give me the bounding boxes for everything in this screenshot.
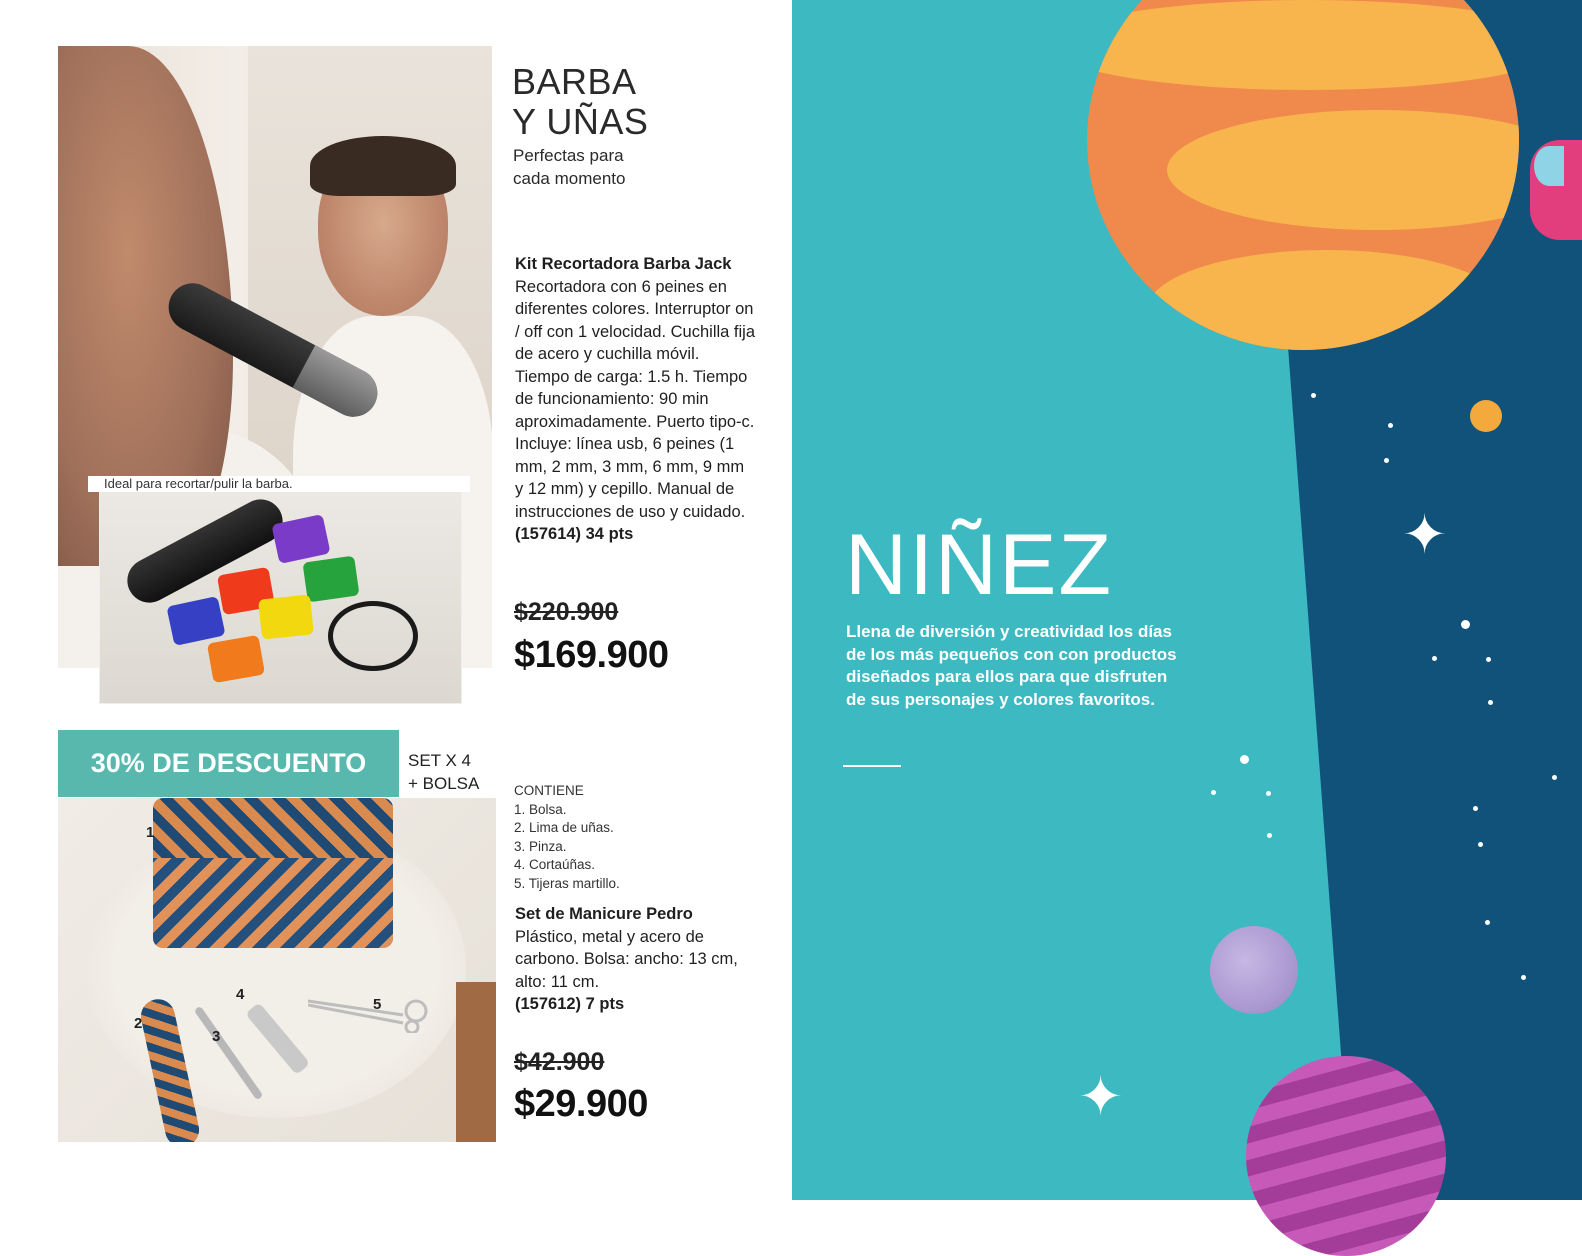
list-item: 5. Tijeras martillo. bbox=[514, 875, 620, 891]
product2-price: $29.900 bbox=[514, 1083, 648, 1125]
product-photo-manicure-set bbox=[58, 798, 496, 1142]
section-subtitle-line2: cada momento bbox=[513, 169, 626, 188]
list-item: 4. Cortaúñas. bbox=[514, 857, 596, 872]
image-number-1: 1 bbox=[146, 824, 155, 841]
product2-text: Plástico, metal y acero de carbono. Bolsa: ancho: 13 cm, alto: 11 cm. bbox=[515, 927, 738, 991]
discount-banner: 30% DE DESCUENTO bbox=[58, 730, 399, 797]
image-number-4: 4 bbox=[236, 986, 245, 1003]
star-dot-icon bbox=[1486, 657, 1491, 662]
sparkle-star-icon: ✦ bbox=[1402, 503, 1448, 566]
star-dot-icon bbox=[1267, 833, 1272, 838]
star-dot-icon bbox=[1384, 458, 1389, 463]
contents-list bbox=[514, 782, 620, 893]
star-dot-icon bbox=[1521, 975, 1526, 980]
star-dot-icon bbox=[1488, 700, 1493, 705]
section-title-ninez: NIÑEZ bbox=[845, 517, 1113, 613]
list-item: 3. Pinza. bbox=[514, 838, 567, 854]
small-gold-planet-icon bbox=[1470, 400, 1502, 432]
orange-planet-icon bbox=[1087, 0, 1519, 350]
set-label-line1: SET X 4 bbox=[408, 751, 471, 770]
section-subtitle-line1: Perfectas para bbox=[513, 146, 624, 165]
star-dot-icon bbox=[1240, 755, 1249, 764]
inset-caption: Ideal para recortar/pulir la barba. bbox=[88, 476, 470, 492]
product2-code: (157612) 7 pts bbox=[515, 995, 625, 1013]
star-dot-icon bbox=[1388, 423, 1393, 428]
image-number-2: 2 bbox=[134, 1015, 143, 1032]
image-number-3: 3 bbox=[212, 1028, 221, 1045]
set-label bbox=[408, 749, 479, 795]
lilac-planet-icon bbox=[1210, 926, 1298, 1014]
section-title-line1: BARBA bbox=[512, 61, 637, 102]
rocket-icon bbox=[1530, 140, 1582, 240]
purple-planet-icon bbox=[1246, 1056, 1446, 1256]
sparkle-star-icon: ✦ bbox=[1078, 1065, 1124, 1128]
star-dot-icon bbox=[1211, 790, 1216, 795]
star-dot-icon bbox=[1485, 920, 1490, 925]
product1-name: Kit Recortadora Barba Jack bbox=[515, 255, 732, 273]
list-item: 1. Bolsa. bbox=[514, 801, 567, 817]
inset-photo-trimmer-kit bbox=[99, 488, 462, 704]
product1-code: (157614) 34 pts bbox=[515, 525, 634, 543]
star-dot-icon bbox=[1478, 842, 1483, 847]
section-subtitle bbox=[513, 144, 625, 190]
image-number-5: 5 bbox=[373, 996, 382, 1013]
section-title-line2: Y UÑAS bbox=[512, 101, 649, 142]
product1-text: Recortadora con 6 peines en diferentes colores. Interruptor on / off con 1 velocidad. Cuchilla fija de acero y cuchilla móvil. Tiempo de carga: 1.5 h. Tiempo de funcionamiento: 90 min aproximadamente. Puerto tipo-c. Incluye: línea usb, 6 peines (1 mm, 2 mm, 3 mm, 6 mm, 9 mm y 12 mm) y cepillo. Manual de instrucciones de uso y cuidado. bbox=[515, 277, 755, 521]
star-dot-icon bbox=[1473, 806, 1478, 811]
section-title bbox=[512, 62, 648, 142]
product2-name: Set de Manicure Pedro bbox=[515, 905, 693, 923]
contents-title: CONTIENE bbox=[514, 783, 584, 798]
star-dot-icon bbox=[1461, 620, 1470, 629]
pouch-image bbox=[153, 798, 393, 948]
product1-description bbox=[515, 253, 755, 546]
star-dot-icon bbox=[1432, 656, 1437, 661]
star-dot-icon bbox=[1266, 791, 1271, 796]
divider bbox=[843, 765, 901, 767]
product1-old-price: $220.900 bbox=[514, 598, 619, 626]
set-label-line2: + BOLSA bbox=[408, 774, 480, 793]
product1-price: $169.900 bbox=[514, 634, 669, 676]
star-dot-icon bbox=[1552, 775, 1557, 780]
star-dot-icon bbox=[1311, 393, 1316, 398]
list-item: 2. Lima de uñas. bbox=[514, 820, 614, 835]
ninez-description: Llena de diversión y creatividad los días de los más pequeños con con productos diseñados para ellos para que disfruten de sus personajes y colores favoritos. bbox=[846, 622, 1177, 709]
product2-description bbox=[515, 903, 755, 1016]
product2-old-price: $42.900 bbox=[514, 1048, 605, 1076]
